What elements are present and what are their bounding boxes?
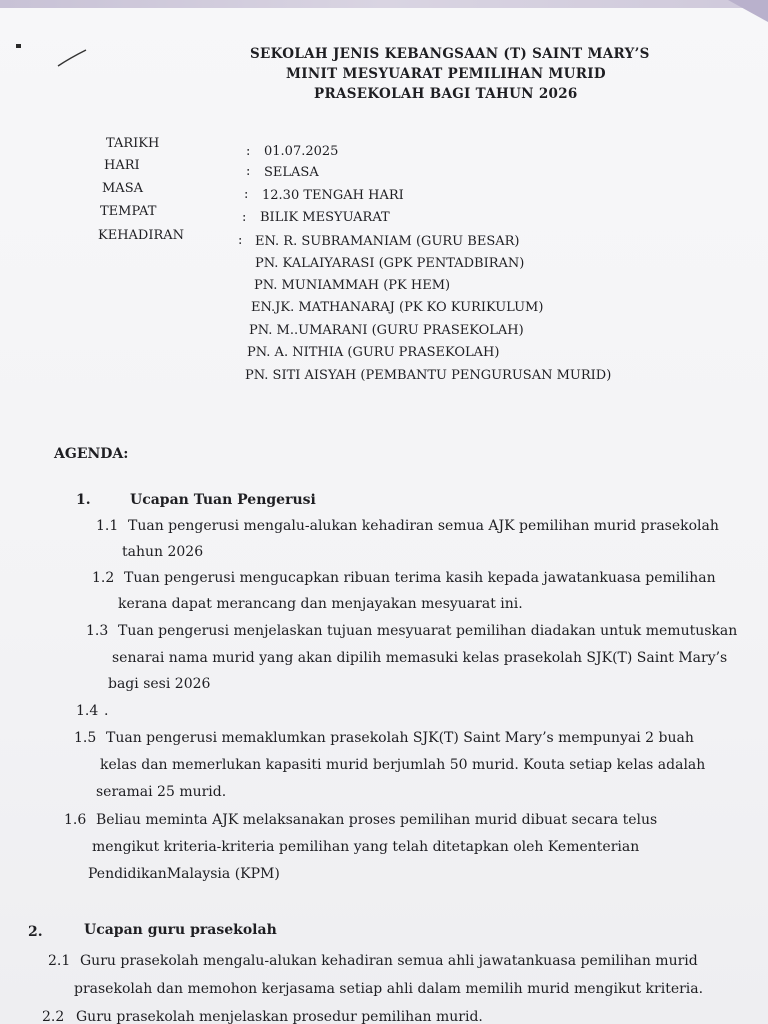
- item-number: 1.3: [86, 623, 109, 639]
- attendee: PN. M..UMARANI (GURU PRASEKOLAH): [249, 323, 524, 338]
- item-text: Beliau meminta AJK melaksanakan proses pemilihan murid dibuat secara telus: [96, 812, 658, 828]
- tarikh-label: TARIKH: [106, 136, 160, 151]
- pen-stroke-mark: [56, 48, 90, 70]
- colon: :: [244, 187, 249, 202]
- kehadiran-label: KEHADIRAN: [98, 228, 185, 243]
- item-number: 1.4: [76, 703, 99, 719]
- tarikh-value: 01.07.2025: [264, 144, 339, 159]
- item-text: seramai 25 murid.: [96, 784, 227, 800]
- tempat-label: TEMPAT: [100, 204, 157, 219]
- ink-dot: [16, 44, 21, 48]
- attendee: EN.JK. MATHANARAJ (PK KO KURIKULUM): [251, 300, 544, 315]
- item-text: Guru prasekolah menjelaskan prosedur pemilihan murid.: [76, 1009, 483, 1024]
- section-number: 2.: [28, 924, 43, 940]
- agenda-heading: AGENDA:: [54, 446, 129, 462]
- tempat-value: BILIK MESYUARAT: [260, 210, 390, 225]
- item-number: 2.2: [42, 1009, 65, 1024]
- attendee: PN. KALAIYARASI (GPK PENTADBIRAN): [255, 256, 525, 271]
- attendee: PN. A. NITHIA (GURU PRASEKOLAH): [247, 345, 500, 360]
- item-text: kelas dan memerlukan kapasiti murid berjumlah 50 murid. Kouta setiap kelas adalah: [100, 757, 706, 773]
- item-text: Tuan pengerusi mengucapkan ribuan terima kasih kepada jawatankuasa pemilihan: [124, 570, 716, 586]
- item-text: kerana dapat merancang dan menjayakan mesyuarat ini.: [118, 596, 523, 612]
- school-name: SEKOLAH JENIS KEBANGSAAN (T) SAINT MARY’S: [250, 46, 650, 62]
- item-number: 1.2: [92, 570, 115, 586]
- colon: :: [242, 210, 247, 225]
- section-title: Ucapan Tuan Pengerusi: [130, 492, 316, 508]
- page-corner-shadow: [728, 0, 768, 22]
- item-text: senarai nama murid yang akan dipilih memasuki kelas prasekolah SJK(T) Saint Mary’s: [112, 650, 728, 666]
- attendee: PN. SITI AISYAH (PEMBANTU PENGURUSAN MURID): [245, 368, 612, 383]
- hari-value: SELASA: [264, 165, 319, 180]
- item-text: Tuan pengerusi mengalu-alukan kehadiran semua AJK pemilihan murid prasekolah: [128, 518, 719, 534]
- item-text: prasekolah dan memohon kerjasama setiap ahli dalam memilih murid mengikut kriteria.: [74, 981, 704, 997]
- item-text: Tuan pengerusi menjelaskan tujuan mesyuarat pemilihan diadakan untuk memutuskan: [118, 623, 738, 639]
- colon: :: [238, 233, 243, 248]
- item-text: Tuan pengerusi memaklumkan prasekolah SJK(T) Saint Mary’s mempunyai 2 buah: [106, 730, 694, 746]
- minutes-subtitle: PRASEKOLAH BAGI TAHUN 2026: [314, 86, 578, 102]
- attendee: EN. R. SUBRAMANIAM (GURU BESAR): [255, 234, 520, 249]
- item-number: 1.6: [64, 812, 87, 828]
- section-number: 1.: [76, 492, 91, 508]
- page-top-edge: [0, 0, 768, 8]
- item-number: 2.1: [48, 953, 71, 969]
- attendee: PN. MUNIAMMAH (PK HEM): [254, 278, 451, 293]
- item-text: tahun 2026: [122, 544, 204, 560]
- section-title: Ucapan guru prasekolah: [84, 922, 277, 938]
- item-number: 1.5: [74, 730, 97, 746]
- item-text: bagi sesi 2026: [108, 676, 211, 692]
- colon: :: [246, 164, 251, 179]
- item-number: 1.1: [96, 518, 119, 534]
- item-text: mengikut kriteria-kriteria pemilihan yang telah ditetapkan oleh Kementerian: [92, 839, 640, 855]
- hari-label: HARI: [104, 158, 140, 173]
- masa-label: MASA: [102, 181, 143, 196]
- item-text: .: [104, 703, 109, 719]
- item-text: PendidikanMalaysia (KPM): [88, 866, 280, 882]
- item-text: Guru prasekolah mengalu-alukan kehadiran semua ahli jawatankuasa pemilihan murid: [80, 953, 698, 969]
- masa-value: 12.30 TENGAH HARI: [262, 188, 404, 203]
- colon: :: [246, 144, 251, 159]
- minutes-title: MINIT MESYUARAT PEMILIHAN MURID: [286, 66, 606, 82]
